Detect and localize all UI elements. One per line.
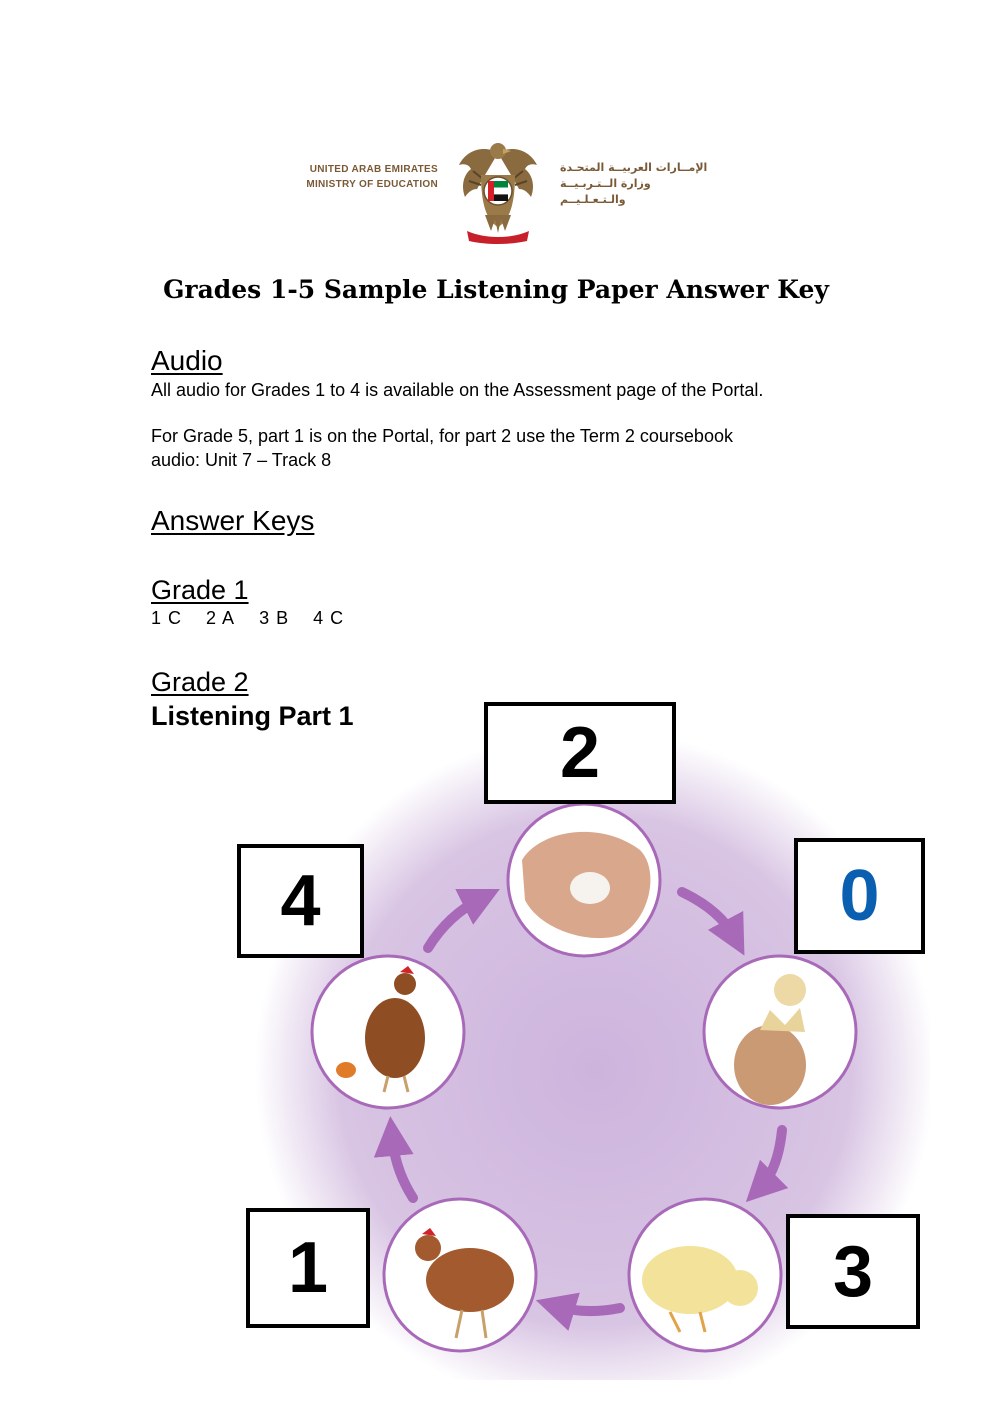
grade2-heading: Grade 2	[151, 667, 249, 697]
arrow-chick-to-hen	[555, 1306, 620, 1311]
answer-box-left-lower: 1	[246, 1208, 370, 1328]
answer-keys-heading: Answer Keys	[151, 505, 315, 536]
grade1-answers	[151, 608, 362, 629]
grade1-answer-1: 1 C	[151, 608, 183, 628]
audio-heading: Audio	[151, 345, 223, 376]
ministry-name-line1: UNITED ARAB EMIRATES	[309, 164, 438, 175]
page-title: Grades 1-5 Sample Listening Paper Answer Key	[163, 275, 829, 304]
hatching-chick-image	[704, 956, 856, 1108]
audio-line-3: audio: Unit 7 – Track 8	[151, 450, 332, 470]
ministry-name-ar-line1: الإمــارات العربيــة المتحـدة	[560, 161, 708, 174]
uae-emblem-icon	[455, 135, 541, 245]
ministry-name-english	[288, 162, 438, 192]
chick-image	[629, 1199, 781, 1351]
audio-line-1: All audio for Grades 1 to 4 is available on the Assessment page of the Portal.	[151, 380, 764, 400]
grade1-answer-3: 3 B	[259, 608, 290, 628]
grade1-answer-2: 2 A	[206, 608, 236, 628]
grade1-heading: Grade 1	[151, 575, 249, 605]
ministry-name-ar-line2: وزارة الــتـربـيــة والـتـعـلـيــم	[560, 177, 651, 206]
laying-hen-image	[312, 956, 464, 1108]
ministry-name-arabic	[560, 160, 710, 208]
audio-line-2: For Grade 5, part 1 is on the Portal, for part 2 use the Term 2 coursebook	[151, 426, 733, 446]
hen-image	[384, 1199, 536, 1351]
answer-box-left-upper: 4	[237, 844, 364, 958]
answer-box-top: 2	[484, 702, 676, 804]
answer-box-right-upper: 0	[794, 838, 925, 954]
ministry-name-line2: MINISTRY OF EDUCATION	[306, 179, 438, 190]
grade1-answer-4: 4 C	[313, 608, 345, 628]
answer-box-right-lower: 3	[786, 1214, 920, 1329]
egg-in-hands-image	[508, 804, 660, 956]
grade2-subheading: Listening Part 1	[151, 701, 354, 731]
